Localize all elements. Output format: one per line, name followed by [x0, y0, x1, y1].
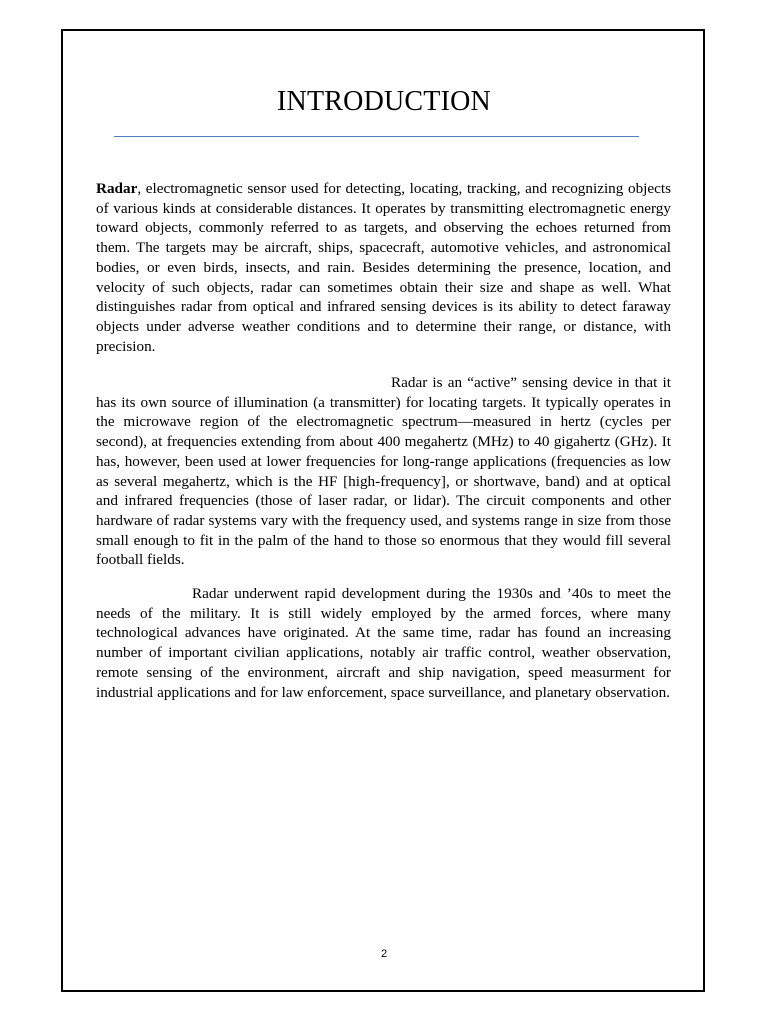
radar-term: Radar — [96, 180, 138, 197]
page-title: INTRODUCTION — [277, 86, 491, 117]
paragraph-3 — [96, 584, 671, 702]
paragraph-3-text: Radar underwent rapid development during the 1930s and ’40s to meet the needs of the military. It is still widely employed by the armed forces, where many technological advances have originated. At the same time, radar has found an increasing number of important civilian applications, notably air traffic control, weather observation, remote sensing of the environment, aircraft and ship navigation, speed measurment for industrial applications and for law enforcement, space surveillance, and planetary observation. — [96, 585, 671, 701]
paragraph-2 — [96, 373, 671, 570]
paragraph-1-text: , electromagnetic sensor used for detecting, locating, tracking, and recognizing objects of various kinds at considerable distances. It operates by transmitting electromagnetic energy toward objects, commonly referred to as targets, and observing the echoes returned from them. The targets may be aircraft, ships, spacecraft, automotive vehicles, and astronomical bodies, or even birds, insects, and rain. Besides determining the presence, location, and velocity of such objects, radar can sometimes obtain their size and shape as well. What distinguishes radar from optical and infrared sensing devices is its ability to detect faraway objects under adverse weather conditions and to determine their range, or distance, with precision. — [96, 180, 671, 355]
title-underline — [114, 136, 639, 137]
paragraph-1 — [96, 179, 671, 356]
page-number: 2 — [380, 948, 388, 960]
paragraph-2-text: Radar is an “active” sensing device in that it has its own source of illumination (a transmitter) for locating targets. It typically operates in the microwave region of the electromagnetic spectrum—measured in hertz (cycles per second), at frequencies extending from about 400 megahertz (MHz) to 40 gigahertz (GHz). It has, however, been used at lower frequencies for long-range applications (frequencies as low as several megahertz, which is the HF [high-frequency], or shortwave, band) and at optical and infrared frequencies (those of laser radar, or lidar). The circuit components and other hardware of radar systems vary with the frequency used, and systems range in size from those small enough to fit in the palm of the hand to those so enormous that they would fill several football fields. — [96, 374, 671, 569]
